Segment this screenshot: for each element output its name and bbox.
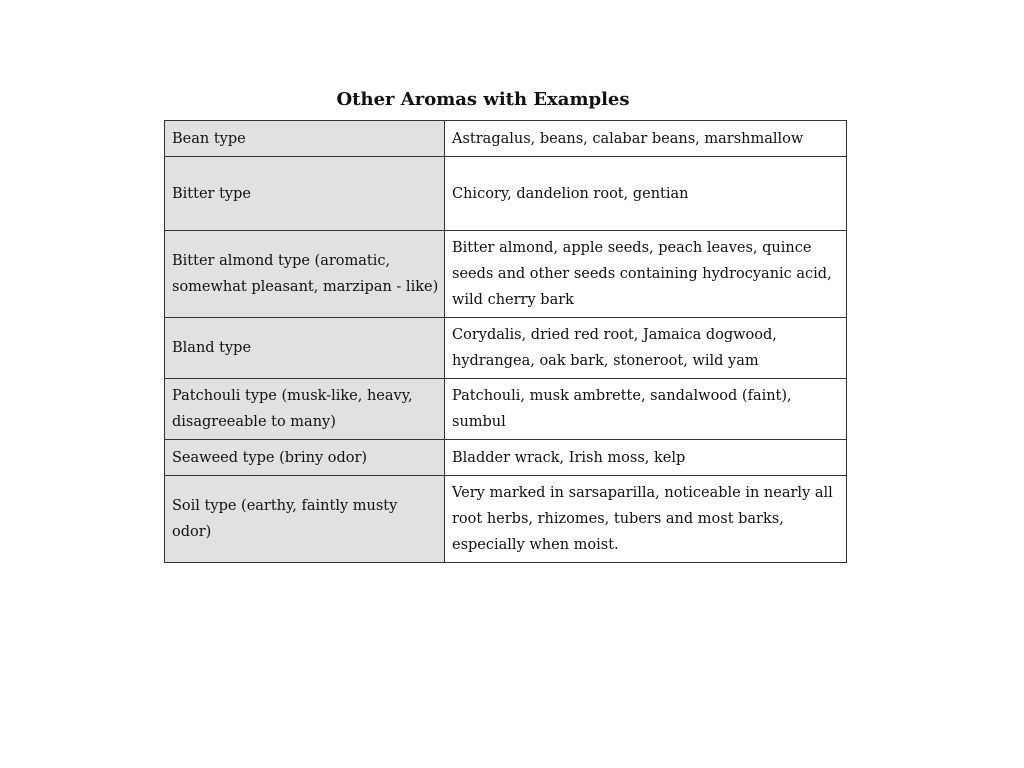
aroma-type-cell: Seaweed type (briny odor)	[165, 440, 445, 476]
aroma-examples-cell: Bladder wrack, Irish moss, kelp	[445, 440, 847, 476]
aroma-examples-cell: Patchouli, musk ambrette, sandalwood (faint), sumbul	[445, 379, 847, 440]
aroma-table	[164, 120, 847, 563]
aroma-type-cell: Bland type	[165, 318, 445, 379]
table-row	[165, 157, 847, 231]
aroma-type-cell: Bean type	[165, 121, 445, 157]
table-row	[165, 121, 847, 157]
aroma-type-cell: Soil type (earthy, faintly musty odor)	[165, 476, 445, 563]
aroma-examples-cell: Astragalus, beans, calabar beans, marshmallow	[445, 121, 847, 157]
aroma-type-cell: Bitter almond type (aromatic, somewhat pleasant, marzipan - like)	[165, 231, 445, 318]
aroma-examples-cell: Very marked in sarsaparilla, noticeable in nearly all root herbs, rhizomes, tubers and most barks, especially when moist.	[445, 476, 847, 563]
page-title: Other Aromas with Examples	[336, 89, 630, 110]
aroma-type-cell: Patchouli type (musk-like, heavy, disagreeable to many)	[165, 379, 445, 440]
table-row	[165, 476, 847, 563]
aroma-examples-cell: Chicory, dandelion root, gentian	[445, 157, 847, 231]
table-row	[165, 318, 847, 379]
table-row	[165, 379, 847, 440]
table-row	[165, 440, 847, 476]
aroma-examples-cell: Bitter almond, apple seeds, peach leaves, quince seeds and other seeds containing hydrocyanic acid, wild cherry bark	[445, 231, 847, 318]
table-row	[165, 231, 847, 318]
aroma-examples-cell: Corydalis, dried red root, Jamaica dogwood, hydrangea, oak bark, stoneroot, wild yam	[445, 318, 847, 379]
aroma-type-cell: Bitter type	[165, 157, 445, 231]
